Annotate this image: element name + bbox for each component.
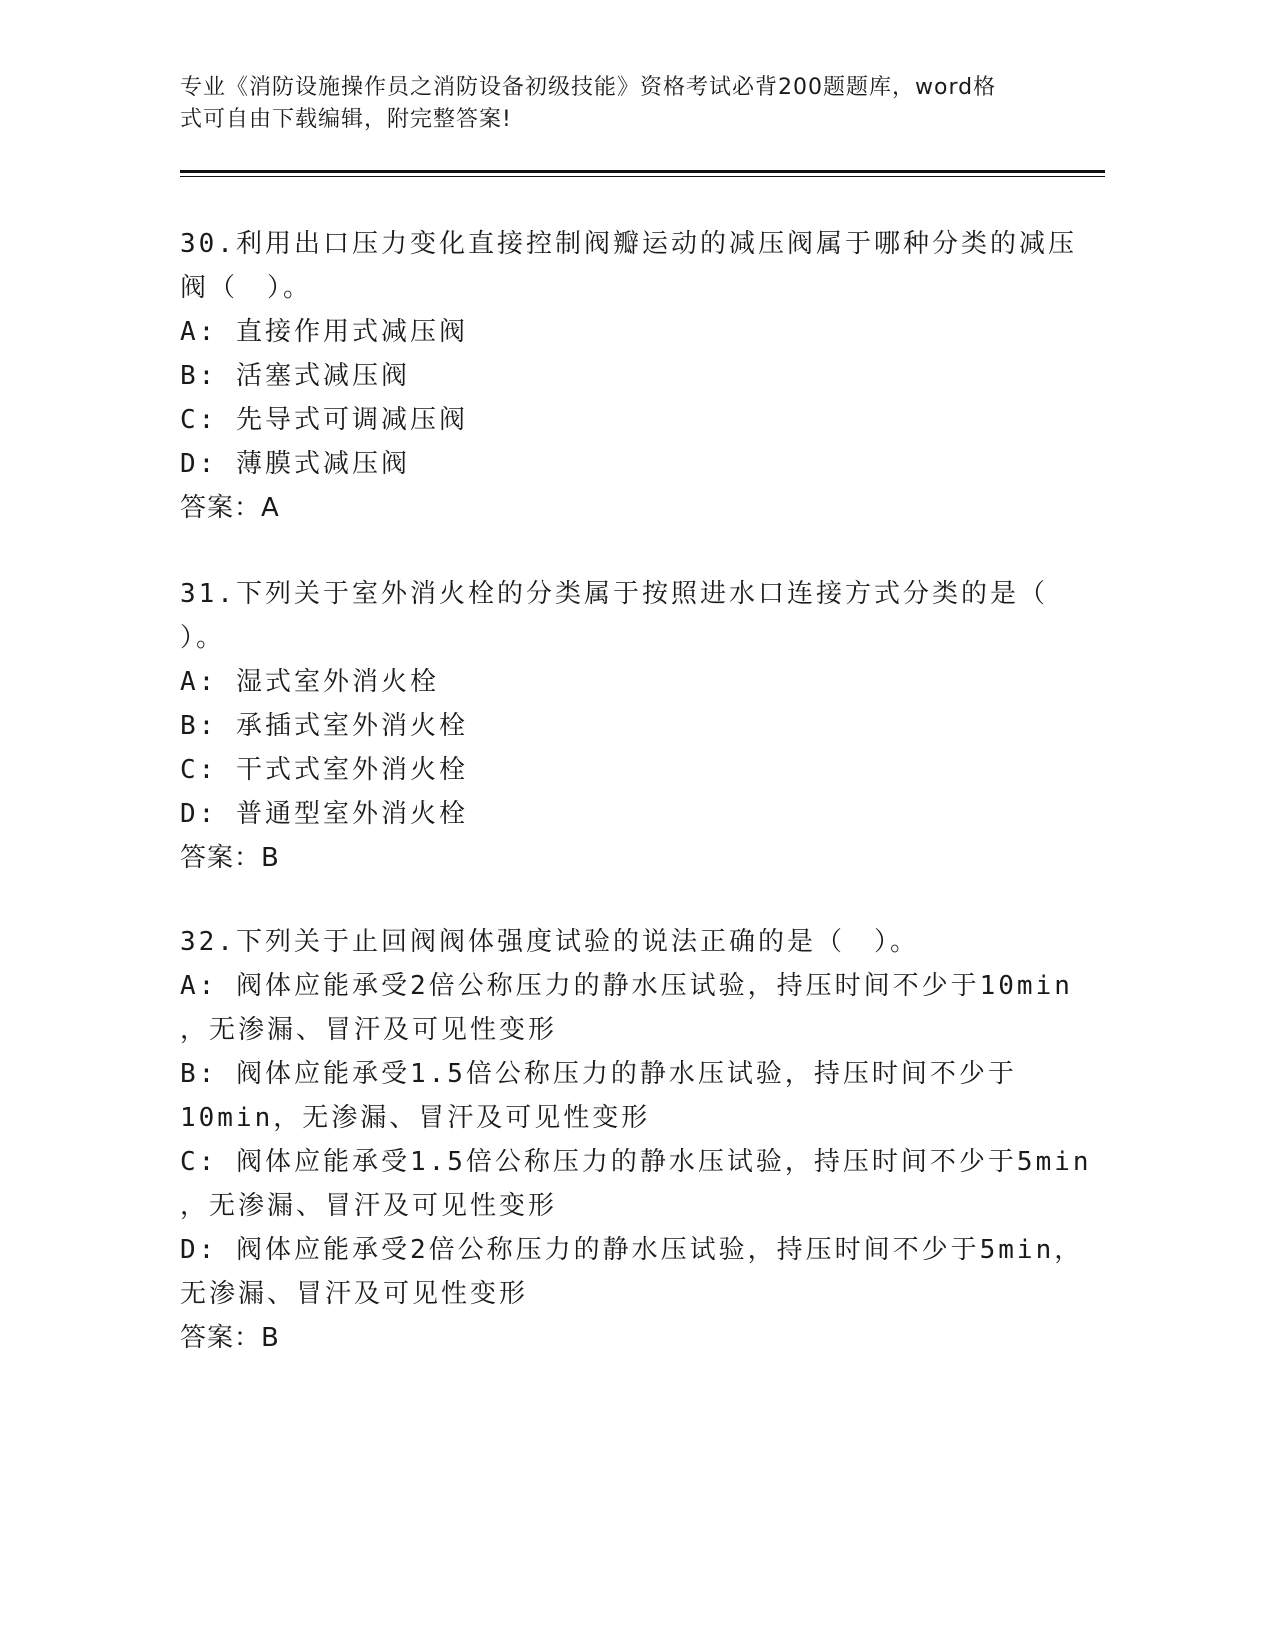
option-d: D: 薄膜式减压阀	[180, 449, 410, 479]
option-c: C: 干式式室外消火栓	[180, 755, 468, 785]
option-c: C: 先导式可调减压阀	[180, 405, 468, 435]
answer-label: 答案：B	[180, 843, 280, 873]
header-divider-thick	[180, 170, 1105, 173]
header-line-1: 专业《消防设施操作员之消防设备初级技能》资格考试必背200题题库，word格	[180, 75, 997, 100]
question-30	[180, 222, 1077, 530]
header-line-2: 式可自由下载编辑，附完整答案!	[180, 107, 512, 132]
option-a: A: 湿式室外消火栓	[180, 667, 439, 697]
option-b: B: 承插式室外消火栓	[180, 711, 468, 741]
option-d: D: 阀体应能承受2倍公称压力的静水压试验，持压时间不少于5min，	[180, 1235, 1084, 1265]
option-a-continued: ，无渗漏、冒汗及可见性变形	[180, 1015, 558, 1045]
option-b: B: 活塞式减压阀	[180, 361, 410, 391]
option-a: A: 阀体应能承受2倍公称压力的静水压试验，持压时间不少于10min	[180, 971, 1073, 1001]
question-stem-line: 阀（ ）。	[180, 273, 313, 303]
option-b-continued: 10min，无渗漏、冒汗及可见性变形	[180, 1103, 651, 1133]
document-header	[180, 72, 1060, 136]
question-stem-line: 31.下列关于室外消火栓的分类属于按照进水口连接方式分类的是（	[180, 579, 1048, 609]
question-32	[180, 920, 1092, 1360]
option-c-continued: ，无渗漏、冒汗及可见性变形	[180, 1191, 558, 1221]
option-b: B: 阀体应能承受1.5倍公称压力的静水压试验，持压时间不少于	[180, 1059, 1017, 1089]
option-c: C: 阀体应能承受1.5倍公称压力的静水压试验，持压时间不少于5min	[180, 1147, 1092, 1177]
question-stem-line: 32.下列关于止回阀阀体强度试验的说法正确的是（ ）。	[180, 927, 919, 957]
question-stem-line: ）。	[180, 623, 226, 653]
question-stem-line: 30.利用出口压力变化直接控制阀瓣运动的减压阀属于哪种分类的减压	[180, 229, 1077, 259]
question-31	[180, 572, 1048, 880]
option-a: A: 直接作用式减压阀	[180, 317, 468, 347]
answer-label: 答案：B	[180, 1323, 280, 1353]
answer-label: 答案：A	[180, 493, 280, 523]
option-d: D: 普通型室外消火栓	[180, 799, 468, 829]
header-divider-thin	[180, 176, 1105, 177]
option-d-continued: 无渗漏、冒汗及可见性变形	[180, 1279, 529, 1309]
